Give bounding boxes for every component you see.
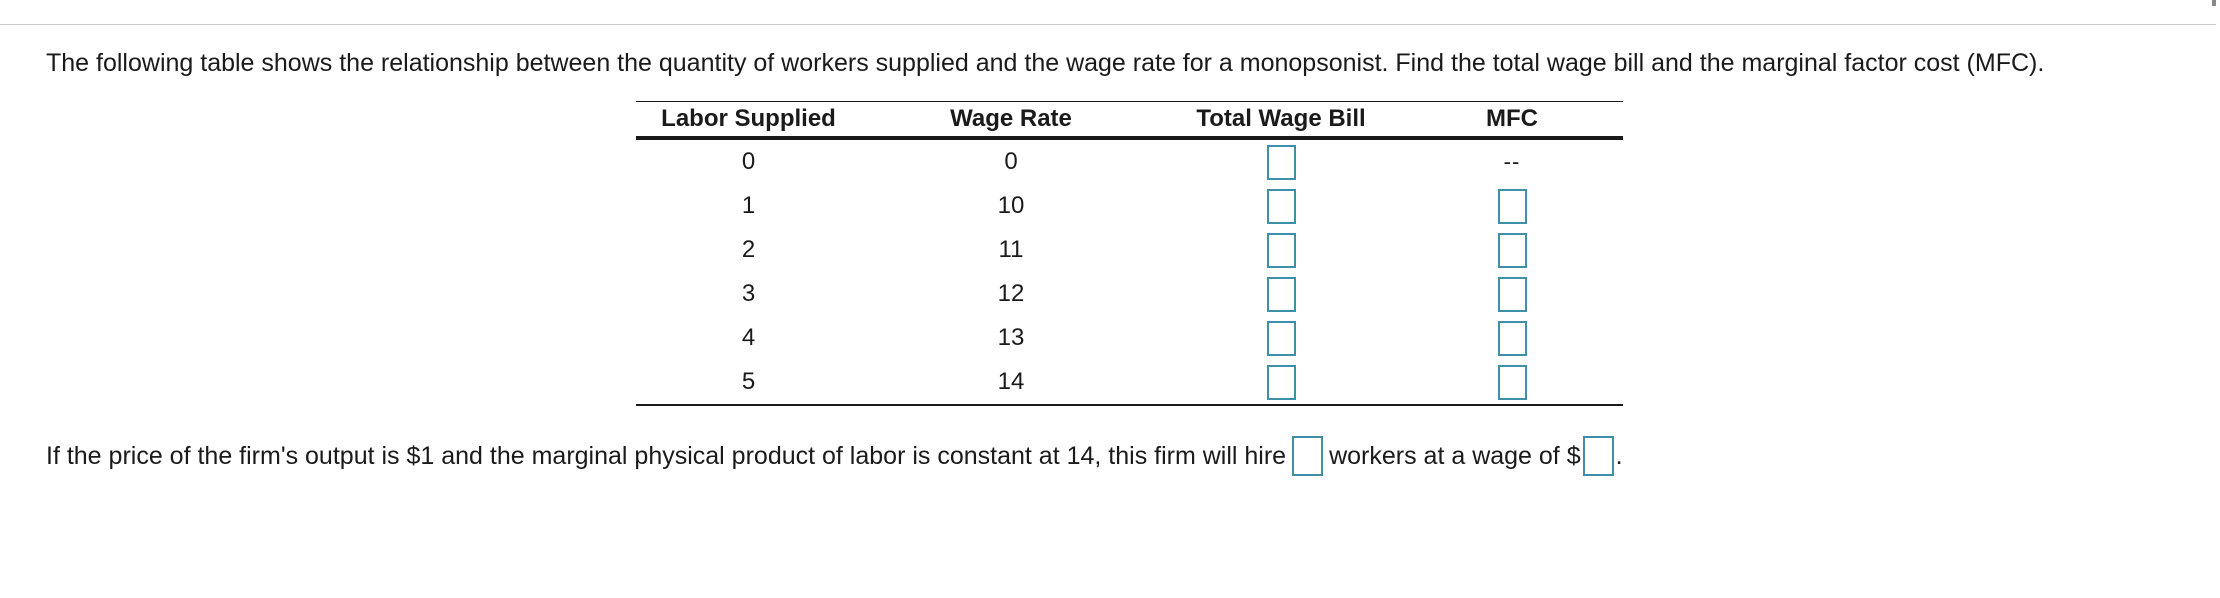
question-text-part1: If the price of the firm's output is $1 and the marginal physical product of labor is constant at 14, this firm will hire — [46, 442, 1287, 470]
wage-cell: 0 — [1004, 148, 1018, 175]
wage-answer-input[interactable] — [1583, 436, 1614, 476]
header-labor-supplied: Labor Supplied — [636, 102, 861, 139]
mfc-input-2[interactable] — [1498, 233, 1527, 268]
mfc-input-5[interactable] — [1498, 365, 1527, 400]
labor-cell: 4 — [741, 324, 756, 351]
table-header-row — [636, 102, 1623, 139]
question-prompt: The following table shows the relationship between the quantity of workers supplied and the wage rate for a monopsonist. Find the total wage bill and the marginal factor cost (MFC). — [46, 49, 2045, 77]
total-wage-bill-input-4[interactable] — [1267, 321, 1296, 356]
mfc-input-4[interactable] — [1498, 321, 1527, 356]
wage-cell: 14 — [861, 360, 1161, 405]
total-wage-bill-input-0[interactable] — [1267, 145, 1296, 180]
mfc-placeholder: -- — [1503, 149, 1521, 174]
table-row — [636, 272, 1623, 316]
header-total-wage-bill: Total Wage Bill — [1161, 102, 1401, 139]
labor-wage-table — [636, 101, 1623, 406]
table-row — [636, 184, 1623, 228]
labor-cell: 3 — [741, 280, 756, 307]
wage-cell: 13 — [997, 324, 1025, 351]
table-row — [636, 316, 1623, 360]
top-divider — [0, 24, 2216, 25]
follow-up-question — [46, 436, 1623, 476]
labor-cell: 0 — [741, 148, 756, 175]
question-text-part3: . — [1615, 442, 1623, 470]
header-mfc: MFC — [1401, 102, 1623, 139]
table-row — [636, 138, 1623, 184]
labor-cell: 5 — [636, 360, 861, 405]
table-row — [636, 228, 1623, 272]
wage-cell: 10 — [997, 192, 1025, 219]
total-wage-bill-input-5[interactable] — [1267, 365, 1296, 400]
total-wage-bill-input-3[interactable] — [1267, 277, 1296, 312]
mfc-input-3[interactable] — [1498, 277, 1527, 312]
mfc-input-1[interactable] — [1498, 189, 1527, 224]
question-text-part2: workers at a wage of $ — [1329, 442, 1581, 470]
wage-cell: 11 — [998, 236, 1024, 263]
total-wage-bill-input-2[interactable] — [1267, 233, 1296, 268]
header-wage-rate: Wage Rate — [861, 102, 1161, 139]
labor-cell: 2 — [741, 236, 756, 263]
table-row — [636, 360, 1623, 405]
corner-scroll-indicator — [2212, 0, 2216, 6]
workers-hired-input[interactable] — [1292, 436, 1323, 476]
wage-cell: 12 — [997, 280, 1025, 307]
labor-cell: 1 — [741, 192, 756, 219]
total-wage-bill-input-1[interactable] — [1267, 189, 1296, 224]
